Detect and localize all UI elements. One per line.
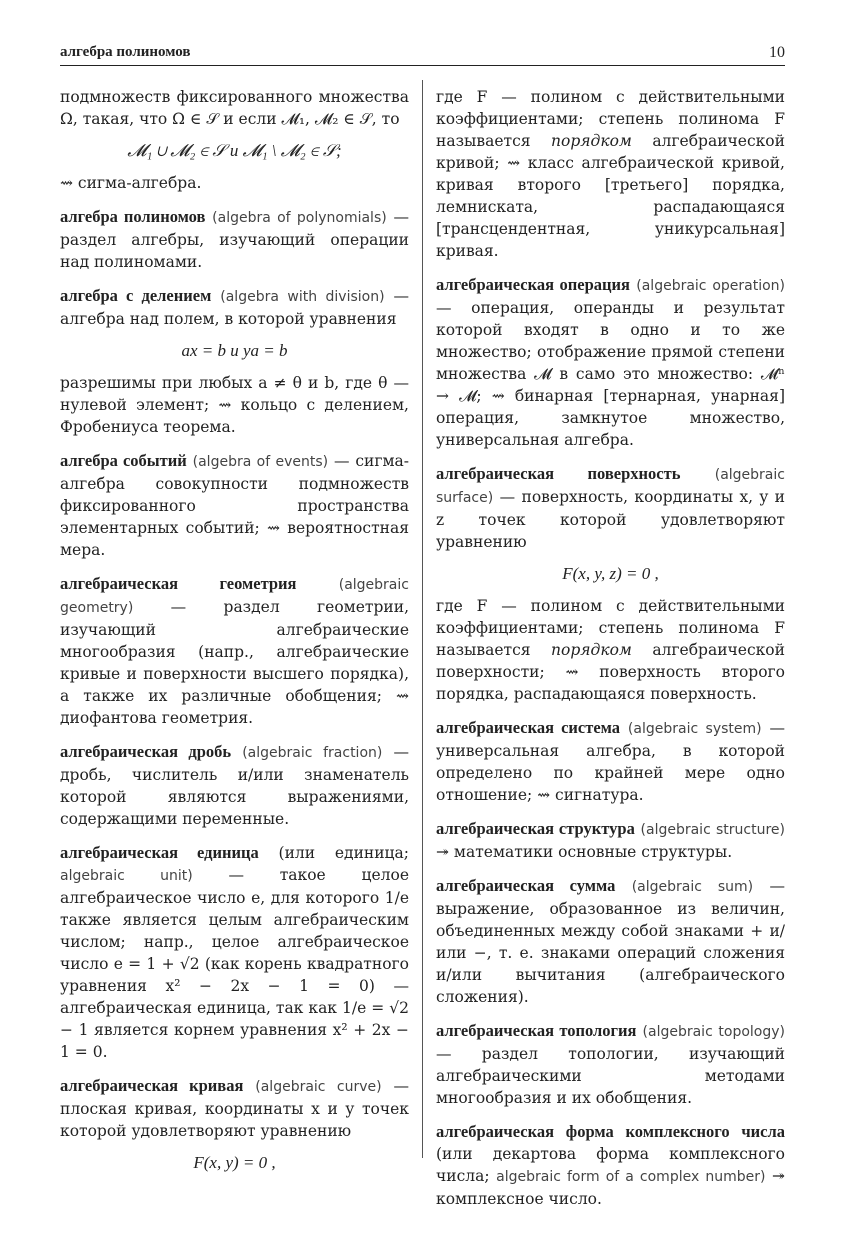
entry-term: алгебраическая операция [436, 275, 630, 294]
entry-division-algebra [60, 285, 409, 438]
entry-algebra-polynomials [60, 206, 409, 273]
entry-english: (algebraic geometry) [60, 577, 409, 616]
formula: 𝓜₁ ∪ 𝓜₂ ∈ 𝒮 и 𝓜₁ \ 𝓜₂ ∈ 𝒮; [127, 141, 342, 160]
entry-term: алгебраическая система [436, 718, 621, 737]
entry-term: алгебраическая сумма [436, 876, 616, 895]
entry-term: алгебра с делением [60, 286, 212, 305]
entry-english: algebraic unit) [60, 868, 193, 884]
entry-english: (algebraic sum) [631, 879, 754, 895]
entry-text: алгебраической кривой; ⇝ класс алгебраической кривой, кривая второго [третьего] порядка, лемниската, распадающаяся [трансцендентная, уникурсальная] кривая. [436, 132, 785, 260]
entry-definition: ↠ комплексное число. [436, 1167, 785, 1208]
entry-algebra-events [60, 450, 409, 561]
entry-algebraic-curve [60, 1075, 409, 1174]
entry-algebraic-unit [60, 842, 409, 1063]
entry-algebraic-sum [436, 875, 785, 1008]
entry-definition: — сигма-алгебра совокупности подмножеств фиксированного пространства элементарных событий; ⇝ вероятностная мера. [60, 452, 409, 559]
entry-english: (algebra with division) [220, 289, 385, 305]
entry-prefix: (или единица; [278, 844, 409, 862]
left-column [60, 86, 409, 1186]
entry-algebraic-system [436, 717, 785, 806]
entry-definition: — плоская кривая, координаты x и y точек которой удовлетворяют уравнению [60, 1077, 409, 1140]
entry-term: алгебраическая геометрия [60, 574, 297, 593]
entry-text-after: где F — полином с действительными коэффициентами; степень полинома F называется [436, 597, 785, 659]
entry-english: (algebraic operation) [636, 278, 785, 294]
entry-algebraic-topology [436, 1020, 785, 1109]
running-title: алгебра полиномов [60, 44, 191, 60]
entry-term: алгебра полиномов [60, 207, 206, 226]
right-column [436, 86, 785, 1222]
entry-term: алгебраическая кривая [60, 1076, 244, 1095]
entry-term: алгебраическая дробь [60, 742, 232, 761]
column-divider [422, 80, 423, 1158]
entry-algebraic-fraction [60, 741, 409, 830]
entry-algebraic-structure [436, 818, 785, 863]
entry-emphasis: порядком [551, 132, 632, 150]
entry-text-after: алгебраической поверхности; ⇝ поверхность второго порядка, распадающаяся поверхность. [436, 641, 785, 703]
entry-english: (algebraic topology) [642, 1024, 785, 1040]
entry-definition: — раздел алгебры, изучающий операции над полиномами. [60, 208, 409, 271]
entry-english: (algebra of events) [192, 454, 329, 470]
header-rule [60, 65, 785, 66]
entry-definition: — такое целое алгебраическое число e, для которого 1/e также является целым алгебраическим числом; напр., целое алгебраическое число e = 1 + √2 (как корень квадратного уравнения x² − 2x − 1 = 0) — алгебраическая единица, так как 1/e = √2 − 1 является корнем уравнения x² + 2x − 1 = 0. [60, 866, 409, 1061]
entry-definition: — операция, операнды и результат которой входят в одно и то же множество; отображение прямой степени множества 𝓜 в само это множество: 𝓜ⁿ → 𝓜; ⇝ бинарная [тернарная, унарная] операция, замкнутое множество, универсальная алгебра. [436, 299, 785, 449]
entry-definition: — универсальная алгебра, в которой определено по крайней мере одно отношение; ⇝ сигнатура. [436, 719, 785, 804]
formula: F(x, y, z) = 0 , [562, 564, 659, 583]
entry-definition: — выражение, образованное из величин, объединенных между собой знаками + и/или −, т. е. знаками операций сложения и/или вычитания (алгебраического сложения). [436, 877, 785, 1006]
entry-english: (algebraic surface) [436, 467, 785, 506]
entry-english: algebraic form of a complex number) [496, 1169, 766, 1185]
entry-term: алгебраическая структура [436, 819, 635, 838]
formula: ax = b и ya = b [181, 341, 288, 360]
formula: F(x, y) = 0 , [193, 1153, 276, 1172]
entry-curve-continuation [436, 86, 785, 262]
entry-definition: — дробь, числитель и/или знаменатель которой являются выражениями, содержащими переменные. [60, 743, 409, 828]
entry-english: (algebra of polynomials) [212, 210, 387, 226]
entry-definition: ↠ математики основные структуры. [436, 843, 733, 861]
entry-continuation [60, 86, 409, 194]
entry-text: подмножеств фиксированного множества Ω, такая, что Ω ∈ 𝒮 и если 𝓜₁, 𝓜₂ ∈ 𝒮, то [60, 88, 409, 128]
page-number: 10 [769, 44, 785, 61]
entry-prefix: (или декартова форма комплексного числа; [436, 1145, 785, 1185]
entry-complex-algebraic-form [436, 1121, 785, 1210]
entry-term: алгебра событий [60, 451, 187, 470]
entry-emphasis: порядком [551, 641, 632, 659]
entry-term: алгебраическая поверхность [436, 464, 681, 483]
entry-english: (algebraic fraction) [242, 745, 383, 761]
entry-text-after: разрешимы при любых a ≠ θ и b, где θ — нулевой элемент; ⇝ кольцо с делением, Фробениуса теорема. [60, 374, 409, 436]
entry-algebraic-surface [436, 463, 785, 705]
entry-algebraic-operation [436, 274, 785, 451]
entry-english: (algebraic structure) [640, 822, 785, 838]
entry-definition: — раздел топологии, изучающий алгебраическими методами многообразия и их обобщения. [436, 1045, 785, 1107]
entry-term: алгебраическая топология [436, 1021, 637, 1040]
entry-definition: — алгебра над полем, в которой уравнения [60, 287, 409, 328]
entry-text: где F — полином с действительными коэффициентами; степень полинома F называется [436, 88, 785, 150]
entry-term: алгебраическая единица [60, 843, 259, 862]
entry-text-after: ⇝ сигма-алгебра. [60, 174, 202, 192]
entry-definition: — раздел геометрии, изучающий алгебраические многообразия (напр., алгебраические кривые и поверхности высшего порядка), а также их различные обобщения; ⇝ диофантова геометрия. [60, 598, 409, 727]
entry-algebraic-geometry [60, 573, 409, 729]
entry-definition: — поверхность, координаты x, y и z точек которой удовлетворяют уравнению [436, 488, 785, 551]
entry-english: (algebraic curve) [255, 1079, 382, 1095]
entry-english: (algebraic system) [627, 721, 762, 737]
entry-term: алгебраическая форма комплексного числа [436, 1122, 785, 1141]
